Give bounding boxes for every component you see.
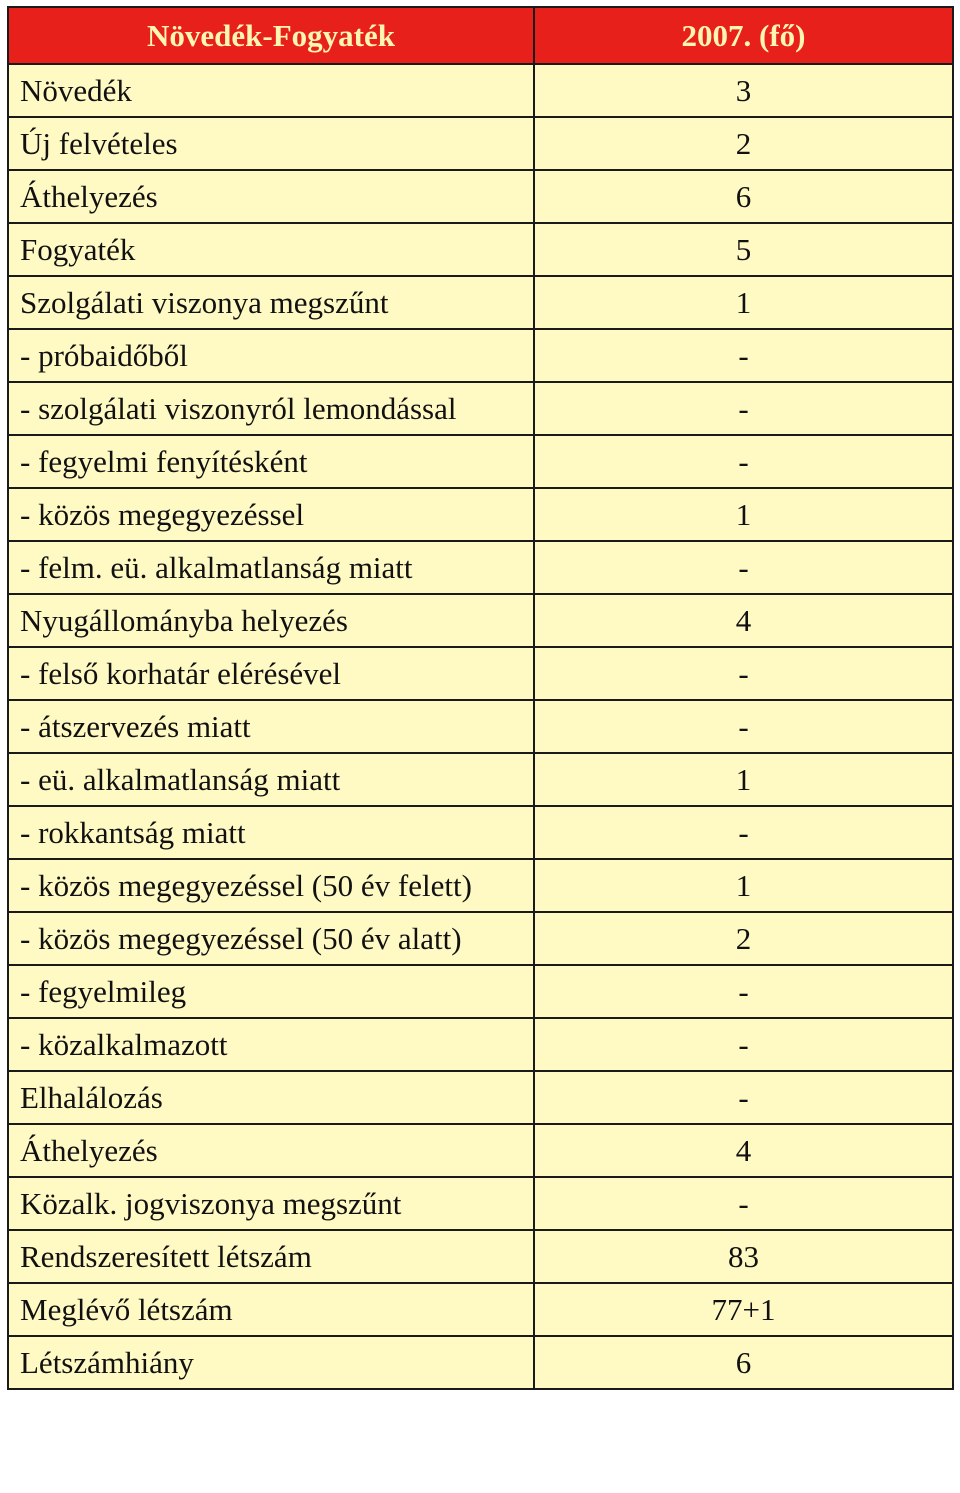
row-value: - xyxy=(534,806,953,859)
table-row xyxy=(8,965,953,1018)
row-value: 5 xyxy=(534,223,953,276)
row-label: - eü. alkalmatlanság miatt xyxy=(8,753,534,806)
row-value: - xyxy=(534,382,953,435)
row-label: Létszámhiány xyxy=(8,1336,534,1389)
row-value: - xyxy=(534,1018,953,1071)
row-value: 3 xyxy=(534,64,953,117)
table-row xyxy=(8,1177,953,1230)
row-label: - felső korhatár elérésével xyxy=(8,647,534,700)
table-row xyxy=(8,1230,953,1283)
table-row xyxy=(8,170,953,223)
row-value: 1 xyxy=(534,488,953,541)
row-label: Áthelyezés xyxy=(8,1124,534,1177)
row-value: - xyxy=(534,700,953,753)
table-row xyxy=(8,117,953,170)
row-value: - xyxy=(534,1071,953,1124)
table-row xyxy=(8,594,953,647)
row-label: - átszervezés miatt xyxy=(8,700,534,753)
row-label: Nyugállományba helyezés xyxy=(8,594,534,647)
row-value: 1 xyxy=(534,276,953,329)
row-label: - próbaidőből xyxy=(8,329,534,382)
table-row xyxy=(8,859,953,912)
row-label: - közös megegyezéssel (50 év felett) xyxy=(8,859,534,912)
row-label: - fegyelmi fenyítésként xyxy=(8,435,534,488)
row-value: - xyxy=(534,965,953,1018)
table-row xyxy=(8,382,953,435)
row-label: - közös megegyezéssel (50 év alatt) xyxy=(8,912,534,965)
table-row xyxy=(8,435,953,488)
row-label: - közös megegyezéssel xyxy=(8,488,534,541)
table-row xyxy=(8,647,953,700)
table-row xyxy=(8,700,953,753)
table-row xyxy=(8,223,953,276)
table-row xyxy=(8,1018,953,1071)
row-value: 2 xyxy=(534,117,953,170)
row-value: - xyxy=(534,541,953,594)
row-label: Új felvételes xyxy=(8,117,534,170)
row-label: Növedék xyxy=(8,64,534,117)
table-row xyxy=(8,1071,953,1124)
row-value: - xyxy=(534,1177,953,1230)
table-row xyxy=(8,488,953,541)
row-value: 6 xyxy=(534,170,953,223)
table-row xyxy=(8,541,953,594)
table-row xyxy=(8,1336,953,1389)
row-label: Szolgálati viszonya megszűnt xyxy=(8,276,534,329)
row-label: Áthelyezés xyxy=(8,170,534,223)
row-label: - rokkantság miatt xyxy=(8,806,534,859)
header-category: Növedék-Fogyaték xyxy=(8,7,534,64)
row-label: Elhalálozás xyxy=(8,1071,534,1124)
table-row xyxy=(8,329,953,382)
header-year: 2007. (fő) xyxy=(534,7,953,64)
row-label: - közalkalmazott xyxy=(8,1018,534,1071)
row-value: 6 xyxy=(534,1336,953,1389)
table-row xyxy=(8,806,953,859)
row-label: Közalk. jogviszonya megszűnt xyxy=(8,1177,534,1230)
table-row xyxy=(8,1283,953,1336)
row-label: Fogyaték xyxy=(8,223,534,276)
table-row xyxy=(8,753,953,806)
row-label: - felm. eü. alkalmatlanság miatt xyxy=(8,541,534,594)
staffing-table-container xyxy=(7,6,952,1390)
row-value: 4 xyxy=(534,1124,953,1177)
row-value: 77+1 xyxy=(534,1283,953,1336)
table-row xyxy=(8,276,953,329)
table-row xyxy=(8,1124,953,1177)
row-value: 83 xyxy=(534,1230,953,1283)
table-body xyxy=(8,64,953,1389)
row-value: 4 xyxy=(534,594,953,647)
row-value: 1 xyxy=(534,753,953,806)
row-label: Rendszeresített létszám xyxy=(8,1230,534,1283)
staffing-table xyxy=(7,6,954,1390)
row-label: Meglévő létszám xyxy=(8,1283,534,1336)
row-value: - xyxy=(534,329,953,382)
table-row xyxy=(8,912,953,965)
row-label: - fegyelmileg xyxy=(8,965,534,1018)
row-value: 1 xyxy=(534,859,953,912)
table-header-row xyxy=(8,7,953,64)
row-value: - xyxy=(534,647,953,700)
row-value: - xyxy=(534,435,953,488)
row-value: 2 xyxy=(534,912,953,965)
row-label: - szolgálati viszonyról lemondással xyxy=(8,382,534,435)
table-row xyxy=(8,64,953,117)
